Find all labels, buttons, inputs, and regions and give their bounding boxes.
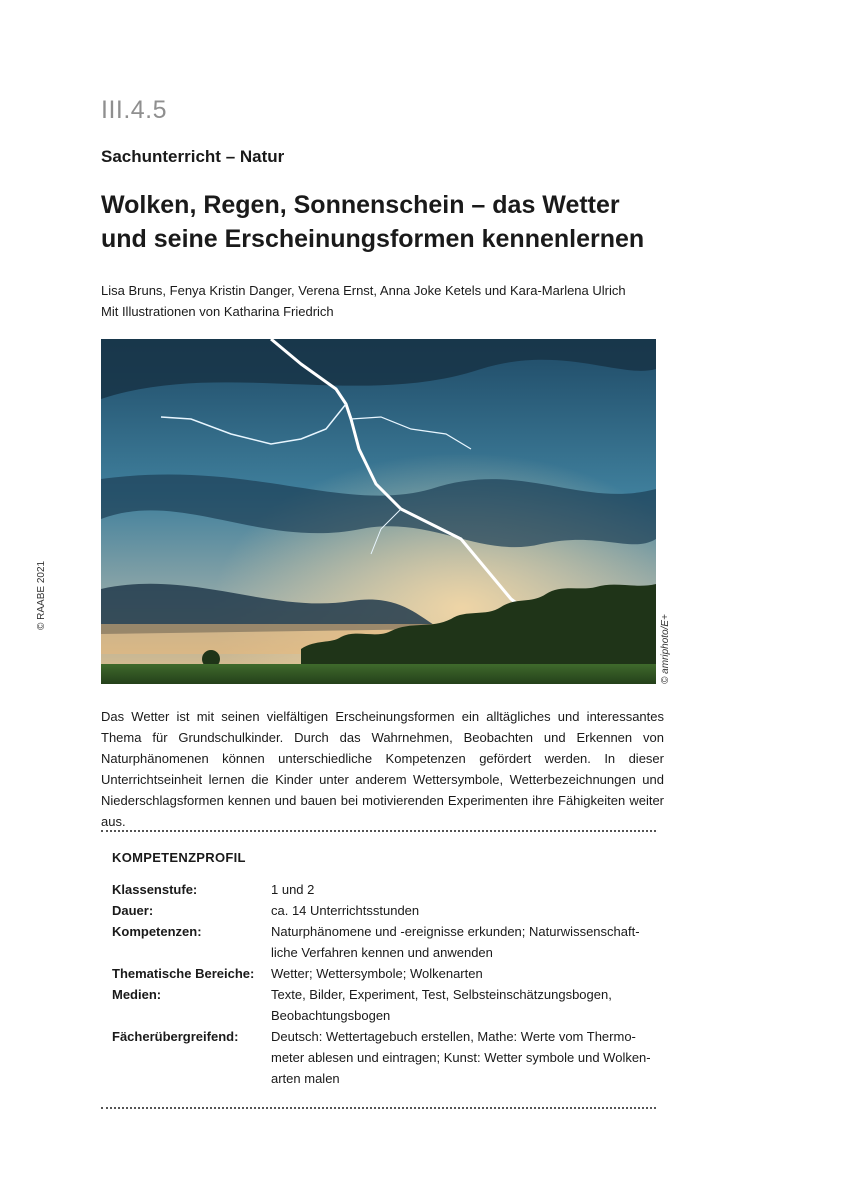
authors-line: Lisa Bruns, Fenya Kristin Danger, Verena Ernst, Anna Joke Ketels und Kara-Marlena Ulrich [101, 283, 626, 298]
profile-value-topics [271, 963, 651, 984]
profile-heading: KOMPETENZPROFIL [112, 850, 246, 865]
value-line: Naturphänomene und -ereignisse erkunden; Naturwissenschaft- [271, 924, 640, 939]
profile-label-crosscurricular: Fächerübergreifend: [112, 1029, 239, 1044]
authors-block [101, 280, 626, 322]
value-line: Deutsch: Wettertagebuch erstellen, Mathe: Werte vom Thermo- [271, 1029, 636, 1044]
storm-photo [101, 339, 656, 684]
value-line: Texte, Bilder, Experiment, Test, Selbsteinschätzungsbogen, [271, 987, 612, 1002]
value-line: Beobachtungsbogen [271, 1008, 391, 1023]
value-line: arten malen [271, 1071, 340, 1086]
profile-value-competences [271, 921, 651, 963]
value-line: meter ablesen und eintragen; Kunst: Wetter symbole und Wolken- [271, 1050, 651, 1065]
title-line-2: und seine Erscheinungsformen kennenlernen [101, 225, 645, 253]
copyright-notice: © RAABE 2021 [36, 560, 47, 630]
illustrator-line: Mit Illustrationen von Katharina Friedrich [101, 304, 334, 319]
value-line: Wetter; Wettersymbole; Wolkenarten [271, 966, 483, 981]
profile-label-media: Medien: [112, 987, 162, 1002]
profile-value-media [271, 984, 651, 1026]
value-line: liche Verfahren kennen und anwenden [271, 945, 493, 960]
profile-value-duration [271, 900, 651, 921]
intro-paragraph: Das Wetter ist mit seinen vielfältigen Erscheinungsformen ein alltägliches und interessantes Thema für Grundschulkinder. Durch das Wahrnehmen, Beobachten und Erkennen von Naturphänomenen können unterschiedliche Kompetenzen gefördert werden. In dieser Unterrichtseinheit lernen die Kinder unter anderem Wettersymbole, Wetterbezeichnungen und Niederschlagsformen kennen und bauen bei motivierenden Experimenten ihre Fähigkeiten weiter aus. [101, 709, 664, 829]
dotted-divider-top [101, 830, 656, 832]
subject-heading: Sachunterricht – Natur [101, 147, 285, 166]
profile-label-topics: Thematische Bereiche: [112, 966, 255, 981]
profile-label-grade: Klassenstufe: [112, 882, 198, 897]
title-line-1: Wolken, Regen, Sonnenschein – das Wetter [101, 191, 620, 219]
value-line: 1 und 2 [271, 882, 315, 897]
page-title [101, 188, 644, 256]
dotted-divider-bottom [101, 1107, 656, 1109]
value-line: ca. 14 Unterrichtsstunden [271, 903, 420, 918]
photo-credit: © amriphoto/E+ [660, 614, 671, 684]
profile-label-duration: Dauer: [112, 903, 154, 918]
profile-value-grade [271, 879, 651, 900]
profile-label-competences: Kompetenzen: [112, 924, 202, 939]
profile-value-crosscurricular [271, 1026, 651, 1089]
section-code: III.4.5 [101, 96, 168, 124]
